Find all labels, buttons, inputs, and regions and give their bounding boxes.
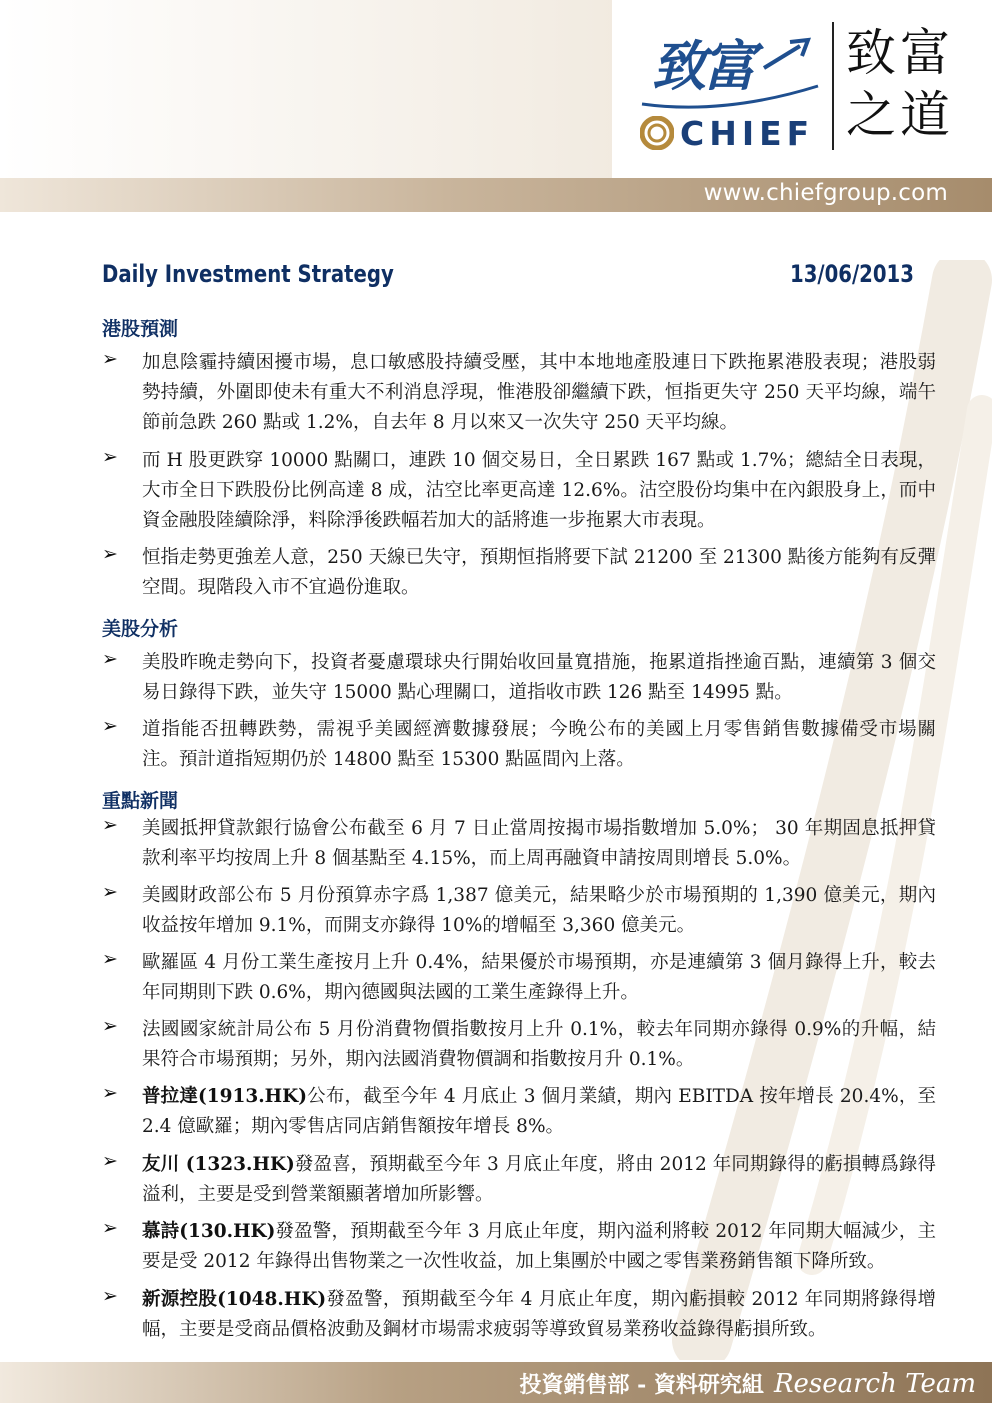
list-item-text: 美國財政部公布 5 月份預算赤字爲 1,387 億美元，結果略少於市場預期的 1,390 億美元，期內收益按年增加 9.1%，而開支亦錄得 10%的增幅至 3,360 億美元。 [142,885,936,936]
list-item-text [142,1082,936,1142]
company-news-text: 公布，截至今年 4 月底止 3 個月業績，期內 EBITDA 按年增長 20.4%，至 2.4 億歐羅；期內零售店同店銷售額按年增長 8%。 [142,1086,937,1137]
list-item-text [142,1217,936,1277]
bullet-arrow-icon: ➢ [102,881,118,903]
list-item-text: 加息陰霾持續困擾市場，息口敏感股持續受壓，其中本地地產股連日下跌拖累港股表現；港股弱勢持續，外圍即使未有重大不利消息浮現，惟港股卻繼續下跌，恒指更失守 250 天平均線，端午節前急跌 260 點或 1.2%，自去年 8 月以來又一次失守 250 天平均線。 [142,352,936,433]
logo-brand-chinese: 致富 [652,34,752,98]
website-link[interactable]: www.chiefgroup.com [703,180,948,206]
bullet-arrow-icon: ➢ [102,446,118,468]
company-name: 慕詩(130.HK) [142,1221,276,1242]
list-item-text: 歐羅區 4 月份工業生產按月上升 0.4%，結果優於市場預期，亦是連續第 3 個月錄得上升，較去年同期則下跌 0.6%，期內德國與法國的工業生產錄得上升。 [142,952,936,1003]
logo-swoosh [640,82,820,112]
report-date: 13/06/2013 [790,260,914,288]
footer-team: Research Team [773,1369,976,1399]
section-heading-hk-forecast: 港股預測 [102,318,179,340]
logo-c-emblem-icon [640,116,674,150]
bullet-arrow-icon: ➢ [102,1217,118,1239]
list-item-text: 美股昨晚走勢向下，投資者憂慮環球央行開始收回量寬措施，拖累道指挫逾百點，連續第 3 個交易日錄得下跌，並失守 15000 點心理關口，道指收市跌 126 點至 14995 點。 [142,652,936,703]
list-item-text: 道指能否扭轉跌勢，需視乎美國經濟數據發展；今晚公布的美國上月零售銷售數據備受市場關注。預計道指短期仍於 14800 點至 15300 點區間內上落。 [142,719,936,770]
bullet-arrow-icon: ➢ [102,1082,118,1104]
logo-slogan-line-2: 之道 [846,86,954,144]
bullet-arrow-icon: ➢ [102,1285,118,1307]
logo-slogan-line-1: 致富 [846,24,954,82]
company-name: 新源控股(1048.HK) [142,1289,327,1310]
logo-english-name: CHIEF [680,114,815,153]
report-title: Daily Investment Strategy [102,260,394,288]
list-item-text [142,1150,936,1210]
list-item-text: 法國國家統計局公布 5 月份消費物價指數按月上升 0.1%，較去年同期亦錄得 0.9%的升幅，結果符合市場預期；另外，期內法國消費物價調和指數按月升 0.1%。 [142,1019,936,1070]
company-name: 普拉達(1913.HK) [142,1086,307,1107]
section-heading-us-analysis: 美股分析 [102,618,179,640]
bullet-arrow-icon: ➢ [102,948,118,970]
logo-slogan [846,22,954,146]
bullet-arrow-icon: ➢ [102,715,118,737]
bullet-arrow-icon: ➢ [102,648,118,670]
company-news-text: 發盈警，預期截至今年 3 月底止年度，期內溢利將較 2012 年同期大幅減少，主要是受 2012 年錄得出售物業之一次性收益，加上集團於中國之零售業務銷售額下降所致。 [142,1221,936,1272]
list-item-text: 而 H 股更跌穿 10000 點關口，連跌 10 個交易日，全日累跌 167 點或 1.7%；總結全日表現，大市全日下跌股份比例高達 8 成，沽空比率更高達 12.6%。沽空股份均集中在內銀股身上，而中資金融股陸續除淨，料除淨後跌幅若加大的話將進一步拖累大市表現。 [142,450,936,531]
bullet-arrow-icon: ➢ [102,1150,118,1172]
footer-department: 投資銷售部 - 資料研究組 [519,1372,764,1398]
list-item-text: 恒指走勢更強差人意，250 天線已失守，預期恒指將要下試 21200 至 21300 點後方能夠有反彈空間。現階段入市不宜過份進取。 [142,547,936,598]
company-news-text: 發盈喜，預期截至今年 3 月底止年度，將由 2012 年同期錄得的虧損轉爲錄得溢利，主要是受到營業額顯著增加所影響。 [142,1154,936,1205]
company-news-text: 發盈警，預期截至今年 4 月底止年度，期內虧損較 2012 年同期將錄得增幅，主要是受商品價格波動及鋼材市場需求疲弱等導致貿易業務收益錄得虧損所致。 [142,1289,936,1340]
list-item-text [142,1285,936,1345]
footer-credit [519,1368,976,1399]
logo-arrow-icon [760,34,820,74]
section-heading-key-news: 重點新聞 [102,790,179,812]
bullet-arrow-icon: ➢ [102,1015,118,1037]
bullet-arrow-icon: ➢ [102,348,118,370]
bullet-arrow-icon: ➢ [102,814,118,836]
bullet-arrow-icon: ➢ [102,543,118,565]
list-item-text: 美國抵押貸款銀行協會公布截至 6 月 7 日止當周按揭市場指數增加 5.0%； 30 年期固息抵押貸款利率平均按周上升 8 個基點至 4.15%，而上周再融資申請按周則增長 5.0%。 [142,818,936,869]
logo-divider [832,22,834,150]
company-name: 友川 (1323.HK) [142,1154,295,1175]
